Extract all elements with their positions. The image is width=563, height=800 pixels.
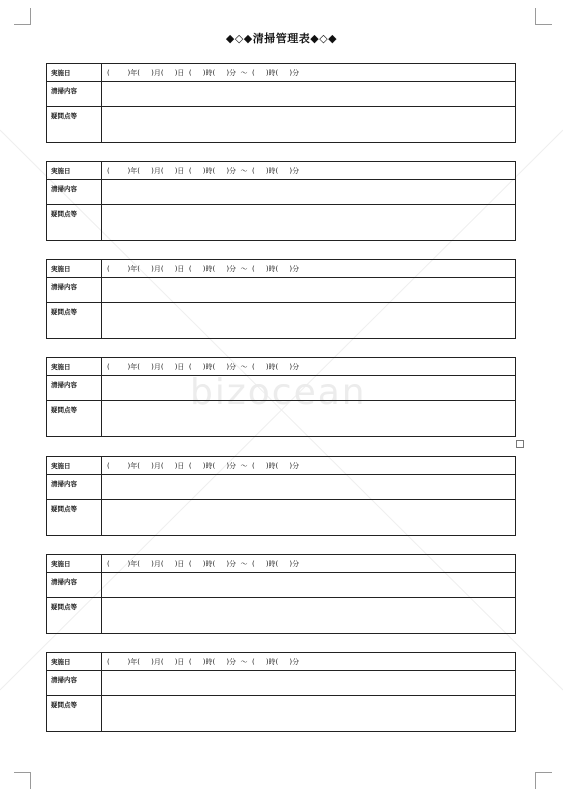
content-row [47, 671, 515, 696]
content-row [47, 376, 515, 401]
date-time-field[interactable]: ( )年( )月( )日 ( )時( )分 ～ ( )時( )分 [107, 69, 300, 77]
date-time-field[interactable]: ( )年( )月( )日 ( )時( )分 ～ ( )時( )分 [107, 265, 300, 273]
issues-label: 疑問点等 [47, 401, 102, 437]
issues-label: 疑問点等 [47, 303, 102, 339]
crop-mark-bottom-right [535, 772, 552, 789]
content-row [47, 573, 515, 598]
content-row [47, 82, 515, 107]
cleaning-record-block [46, 554, 516, 634]
content-label: 清掃内容 [47, 82, 102, 106]
issues-row [47, 205, 515, 241]
cleaning-record-block [46, 652, 516, 732]
issues-label: 疑問点等 [47, 107, 102, 143]
date-time-field[interactable]: ( )年( )月( )日 ( )時( )分 ～ ( )時( )分 [107, 560, 300, 568]
content-label: 清掃内容 [47, 671, 102, 695]
date-row [47, 64, 515, 82]
date-label: 実施日 [47, 555, 102, 572]
issues-row [47, 598, 515, 634]
issues-label: 疑問点等 [47, 205, 102, 241]
issues-row [47, 500, 515, 536]
crop-mark-top-right [535, 8, 552, 25]
date-label: 実施日 [47, 358, 102, 375]
date-label: 実施日 [47, 64, 102, 81]
content-row [47, 180, 515, 205]
issues-row [47, 107, 515, 143]
content-row [47, 278, 515, 303]
text-frame-handle [516, 440, 524, 448]
date-label: 実施日 [47, 653, 102, 670]
date-label: 実施日 [47, 457, 102, 474]
content-row [47, 475, 515, 500]
date-time-field[interactable]: ( )年( )月( )日 ( )時( )分 ～ ( )時( )分 [107, 167, 300, 175]
date-label: 実施日 [47, 162, 102, 179]
issues-label: 疑問点等 [47, 500, 102, 536]
cleaning-record-block [46, 259, 516, 339]
content-label: 清掃内容 [47, 475, 102, 499]
cleaning-record-block [46, 357, 516, 437]
cleaning-record-block [46, 161, 516, 241]
date-time-field[interactable]: ( )年( )月( )日 ( )時( )分 ～ ( )時( )分 [107, 658, 300, 666]
crop-mark-top-left [14, 8, 31, 25]
crop-mark-bottom-left [14, 772, 31, 789]
date-time-field[interactable]: ( )年( )月( )日 ( )時( )分 ～ ( )時( )分 [107, 363, 300, 371]
page-title: ◆◇◆清掃管理表◆◇◆ [225, 32, 338, 45]
issues-row [47, 401, 515, 437]
content-label: 清掃内容 [47, 180, 102, 204]
issues-row [47, 303, 515, 339]
content-label: 清掃内容 [47, 573, 102, 597]
watermark-text: bizocean [190, 372, 367, 413]
date-row [47, 358, 515, 376]
issues-row [47, 696, 515, 732]
date-row [47, 653, 515, 671]
issues-label: 疑問点等 [47, 696, 102, 732]
date-row [47, 260, 515, 278]
date-row [47, 457, 515, 475]
content-label: 清掃内容 [47, 278, 102, 302]
cleaning-record-block [46, 63, 516, 143]
date-time-field[interactable]: ( )年( )月( )日 ( )時( )分 ～ ( )時( )分 [107, 462, 300, 470]
issues-label: 疑問点等 [47, 598, 102, 634]
date-row [47, 162, 515, 180]
date-row [47, 555, 515, 573]
content-label: 清掃内容 [47, 376, 102, 400]
cleaning-record-block [46, 456, 516, 536]
date-label: 実施日 [47, 260, 102, 277]
